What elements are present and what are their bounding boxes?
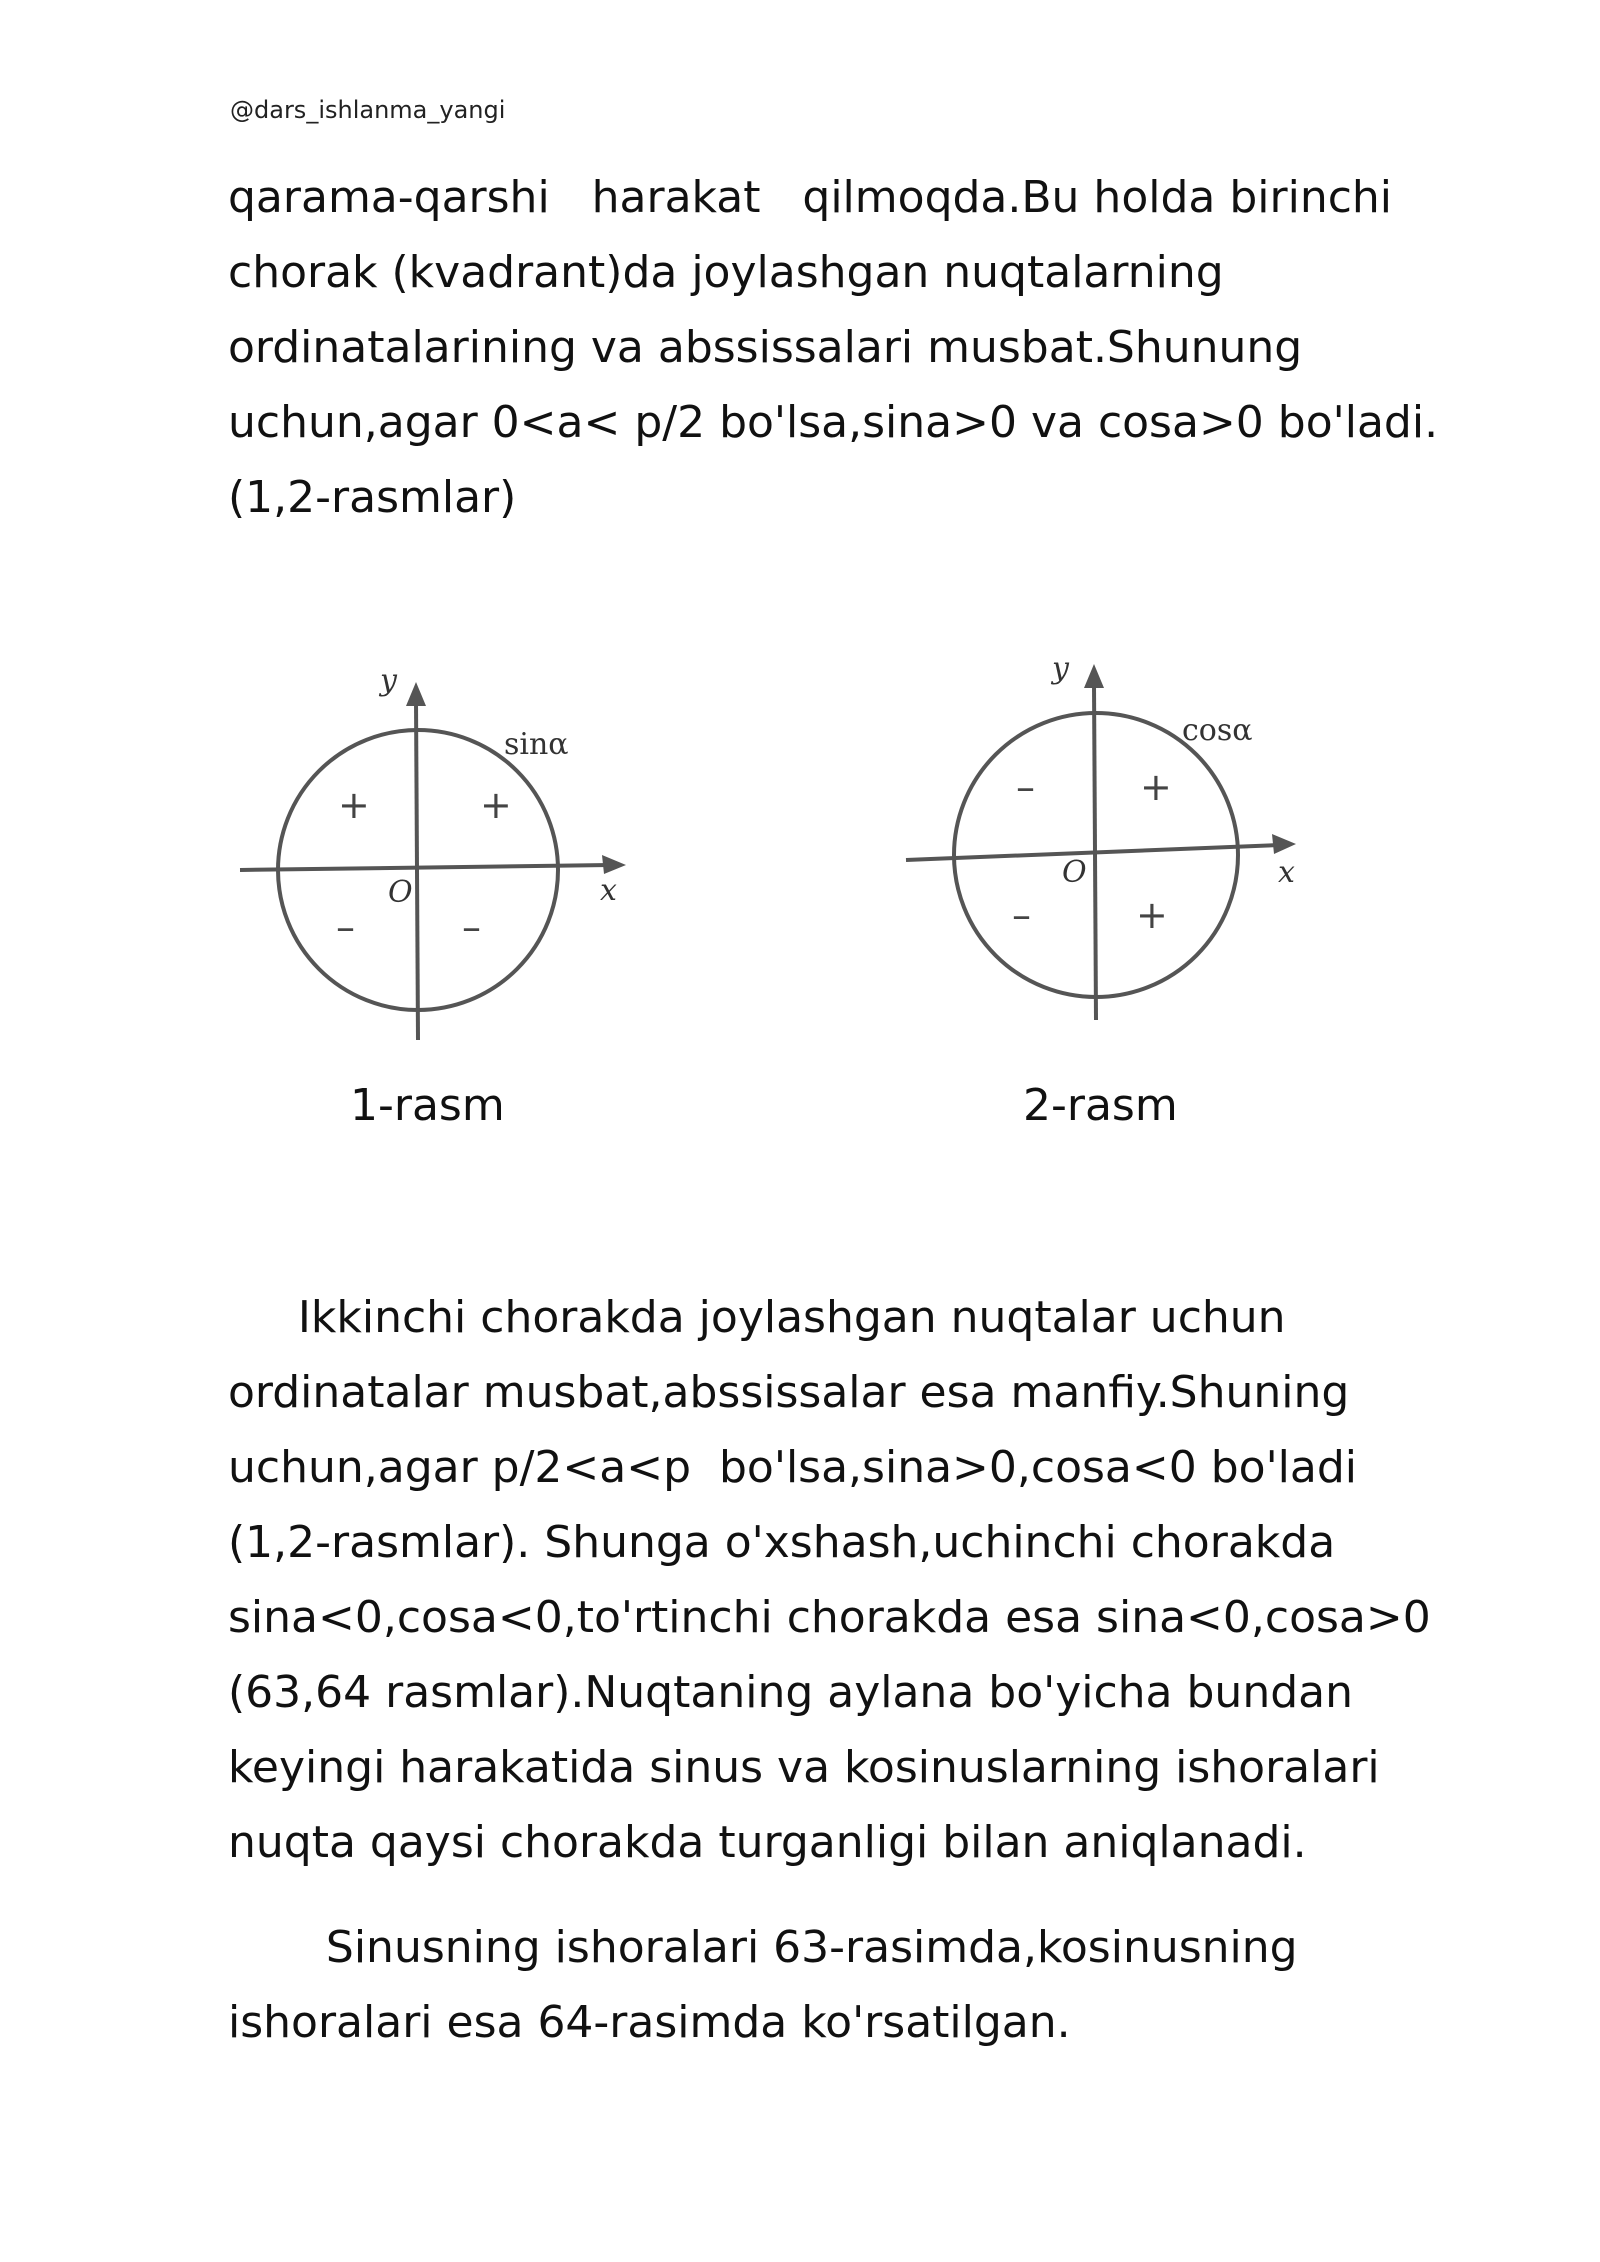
x-axis-label: x: [600, 873, 617, 908]
figure-1-sine-circle: [230, 660, 650, 1060]
sign-q4: +: [1136, 893, 1168, 937]
text-line: keyingi harakatida sinus va kosinuslarning ishoralari: [228, 1742, 1380, 1793]
text-line: ordinatalarining va abssissalari musbat.Shunung: [228, 322, 1303, 373]
text-line: qarama-qarshi harakat qilmoqda.Bu holda birinchi: [228, 172, 1393, 223]
paragraph-2: [228, 1280, 1431, 1880]
function-label: sinα: [504, 727, 569, 762]
y-axis-label: y: [380, 663, 397, 698]
sine-diagram: [230, 660, 650, 1060]
y-axis-arrow: [406, 682, 426, 706]
y-axis-label: y: [1052, 651, 1069, 686]
text-line: uchun,agar 0<a< p/2 bo'lsa,sina>0 va cosa>0 bo'ladi.: [228, 397, 1439, 448]
sign-q1: +: [1140, 765, 1172, 809]
origin-label: O: [1062, 855, 1087, 890]
paragraph-3: [228, 1910, 1408, 2060]
watermark: @dars_ishlanma_yangi: [230, 96, 506, 124]
sign-q1: +: [480, 783, 512, 827]
text-line: sina<0,cosa<0,to'rtinchi chorakda esa sina<0,cosa>0: [228, 1592, 1431, 1643]
cosine-diagram: [900, 650, 1320, 1050]
x-axis: [240, 865, 610, 870]
sign-q3: –: [1012, 893, 1031, 937]
text-line: uchun,agar p/2<a<p bo'lsa,sina>0,cosa<0 bo'ladi: [228, 1442, 1358, 1493]
function-label: cosα: [1182, 713, 1253, 748]
text-line: (1,2-rasmlar). Shunga o'xshash,uchinchi chorakda: [228, 1517, 1336, 1568]
text-line: chorak (kvadrant)da joylashgan nuqtalarning: [228, 247, 1224, 298]
text-line: Ikkinchi chorakda joylashgan nuqtalar uchun: [228, 1292, 1286, 1343]
x-axis-arrow: [602, 855, 626, 874]
x-axis-arrow: [1272, 834, 1296, 854]
figure-1-caption: 1-rasm: [350, 1080, 505, 1131]
text-line: (1,2-rasmlar): [228, 472, 517, 523]
text-line: Sinusning ishoralari 63-rasimda,kosinusning: [228, 1922, 1298, 1973]
text-line: ishoralari esa 64-rasimda ko'rsatilgan.: [228, 1997, 1071, 2048]
y-axis: [416, 700, 418, 1040]
text-line: ordinatalar musbat,abssissalar esa manfiy.Shuning: [228, 1367, 1350, 1418]
paragraph-1: [228, 160, 1439, 535]
x-axis-label: x: [1278, 855, 1295, 890]
y-axis: [1094, 684, 1096, 1020]
sign-q4: –: [462, 905, 481, 949]
y-axis-arrow: [1084, 664, 1104, 688]
figure-2-cosine-circle: [900, 650, 1320, 1050]
sign-q2: +: [338, 783, 370, 827]
figure-2-caption: 2-rasm: [1023, 1080, 1178, 1131]
text-line: (63,64 rasmlar).Nuqtaning aylana bo'yicha bundan: [228, 1667, 1353, 1718]
text-line: nuqta qaysi chorakda turganligi bilan aniqlanadi.: [228, 1817, 1307, 1868]
sign-q2: –: [1016, 765, 1035, 809]
origin-label: O: [388, 875, 413, 910]
sign-q3: –: [336, 905, 355, 949]
